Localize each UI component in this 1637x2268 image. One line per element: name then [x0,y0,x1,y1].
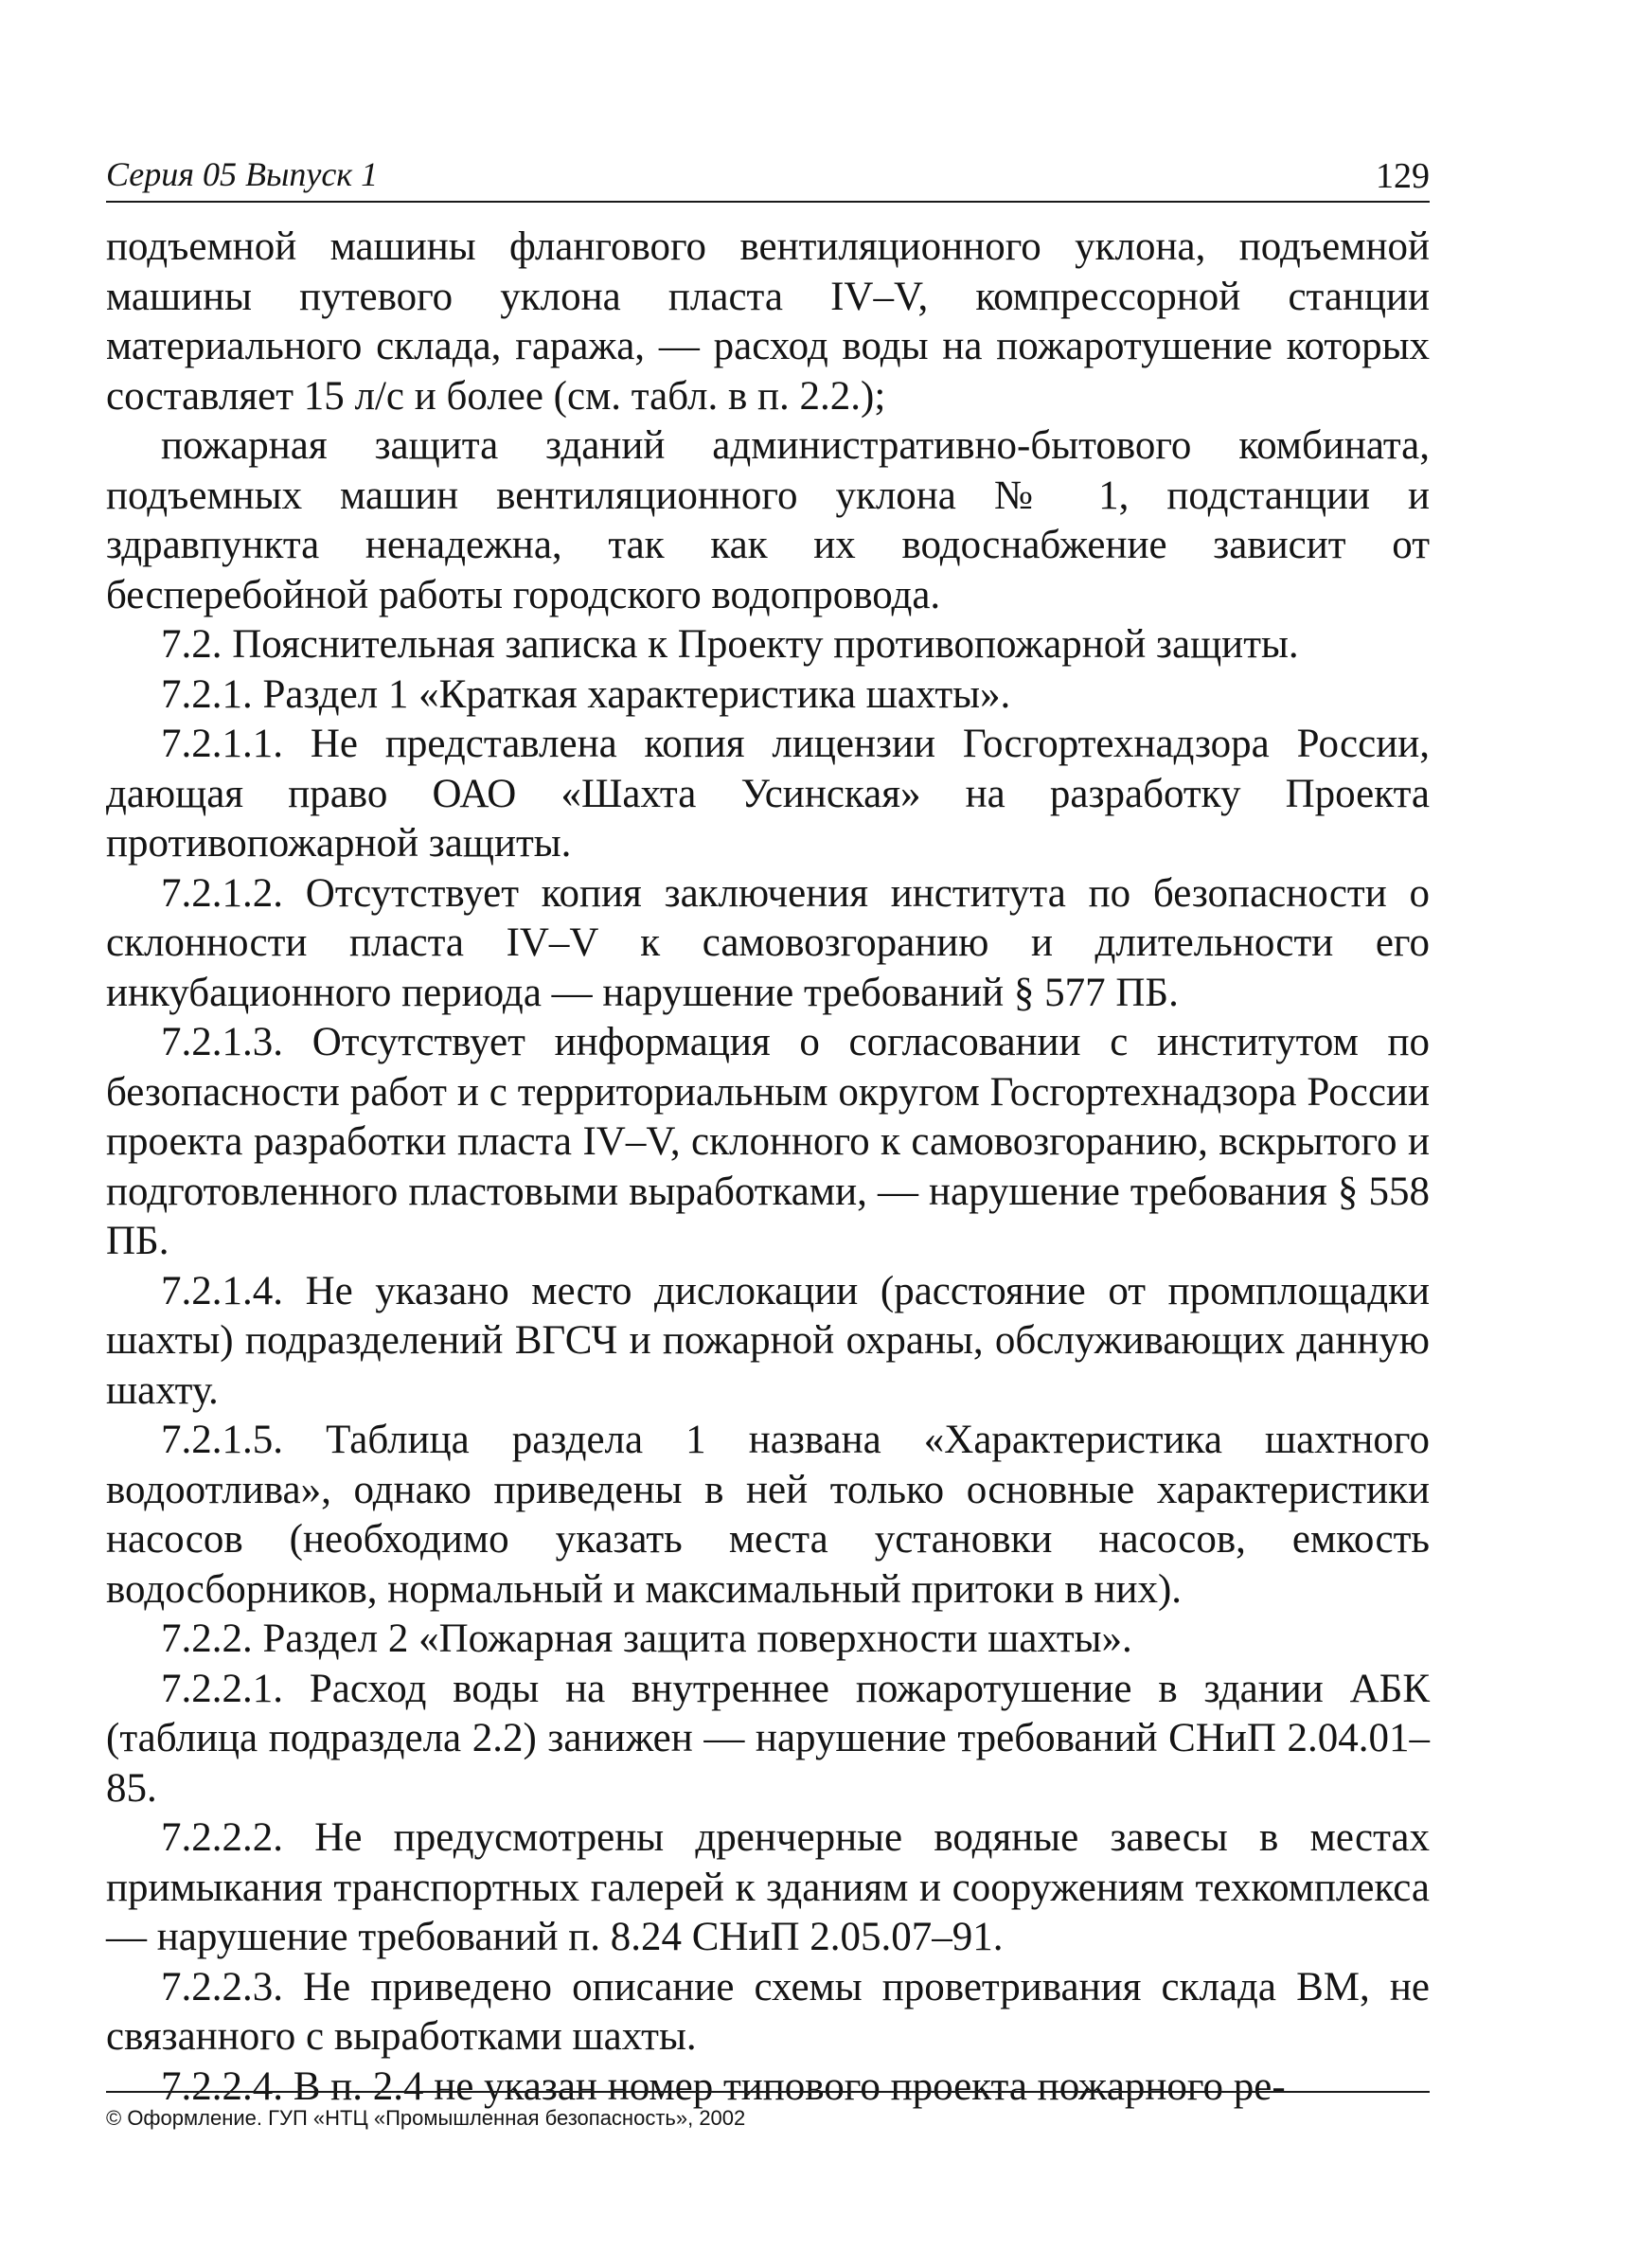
copyright-footer: © Оформление. ГУП «НТЦ «Промышленная безопасность», 2002 [106,2106,746,2130]
paragraph: 7.2.1.3. Отсутствует информация о согласовании с институтом по безопасности работ и с территориальным округом Госгортехнадзора России проекта разработки пласта IV–V, склонного к самовозгоранию, вскрытого и подготовленного пластовыми выработками, — нарушение требования § 558 ПБ. [106,1020,1430,1263]
paragraph: 7.2.1.2. Отсутствует копия заключения института по безопасности о склонности пласта IV–V к самовозгоранию и длительности его инкубационного периода — нарушение требований § 577 ПБ. [106,870,1430,1015]
paragraph: 7.2.1.1. Не представлена копия лицензии Госгортехнадзора России, дающая право ОАО «Шахта Усинская» на разработку Проекта противопожарной защиты. [106,722,1430,866]
paragraph: 7.2.2.1. Расход воды на внутреннее пожаротушение в здании АБК (таблица подраздела 2.2) занижен — нарушение требований СНиП 2.04.01–85. [106,1666,1430,1811]
paragraph: 7.2.1. Раздел 1 «Краткая характеристика шахты». [161,671,1011,717]
running-header [106,152,1430,203]
paragraph: 7.2.2.3. Не приведено описание схемы проветривания склада ВМ, не связанного с выработками шахты. [106,1964,1430,2059]
series-title: Серия 05 Выпуск 1 [106,155,379,193]
paragraph: 7.2.2.2. Не предусмотрены дренчерные водяные завесы в местах примыкания транспортных галерей к зданиям и сооружениям техкомплекса — нарушение требований п. 8.24 СНиП 2.05.07–91. [106,1815,1430,1959]
paragraph: 7.2.1.4. Не указано место дислокации (расстояние от промплощадки шахты) подразделений ВГСЧ и пожарной охраны, обслуживающих данную шахту. [106,1268,1430,1413]
paragraph: подъемной машины флангового вентиляционного уклона, подъемной машины путевого уклона пласта IV–V, компрессорной станции материального склада, гаража, — расход воды на пожаротушение которых составляет 15 л/с и более (см. табл. в п. 2.2.); [106,224,1430,419]
page-number: 129 [1376,156,1430,196]
body-text [106,223,1430,2112]
paragraph: 7.2. Пояснительная записка к Проекту противопожарной защиты. [161,622,1299,667]
paragraph: 7.2.1.5. Таблица раздела 1 названа «Характеристика шахтного водоотлива», однако приведены в ней только основные характеристики насосов (необходимо указать места установки насосов, емкость водосборников, нормальный и максимальный притоки в них). [106,1418,1430,1612]
footer-divider [106,2091,1430,2093]
paragraph: 7.2.2. Раздел 2 «Пожарная защита поверхности шахты». [161,1616,1132,1661]
paragraph: 7.2.2.4. В п. 2.4 не указан номер типового проекта пожарного ре- [161,2063,1286,2109]
paragraph: пожарная защита зданий административно-бытового комбината, подъемных машин вентиляционного уклона № 1, подстанции и здравпункта ненадежна, так как их водоснабжение зависит от бесперебойной работы городского водопровода. [106,423,1430,617]
